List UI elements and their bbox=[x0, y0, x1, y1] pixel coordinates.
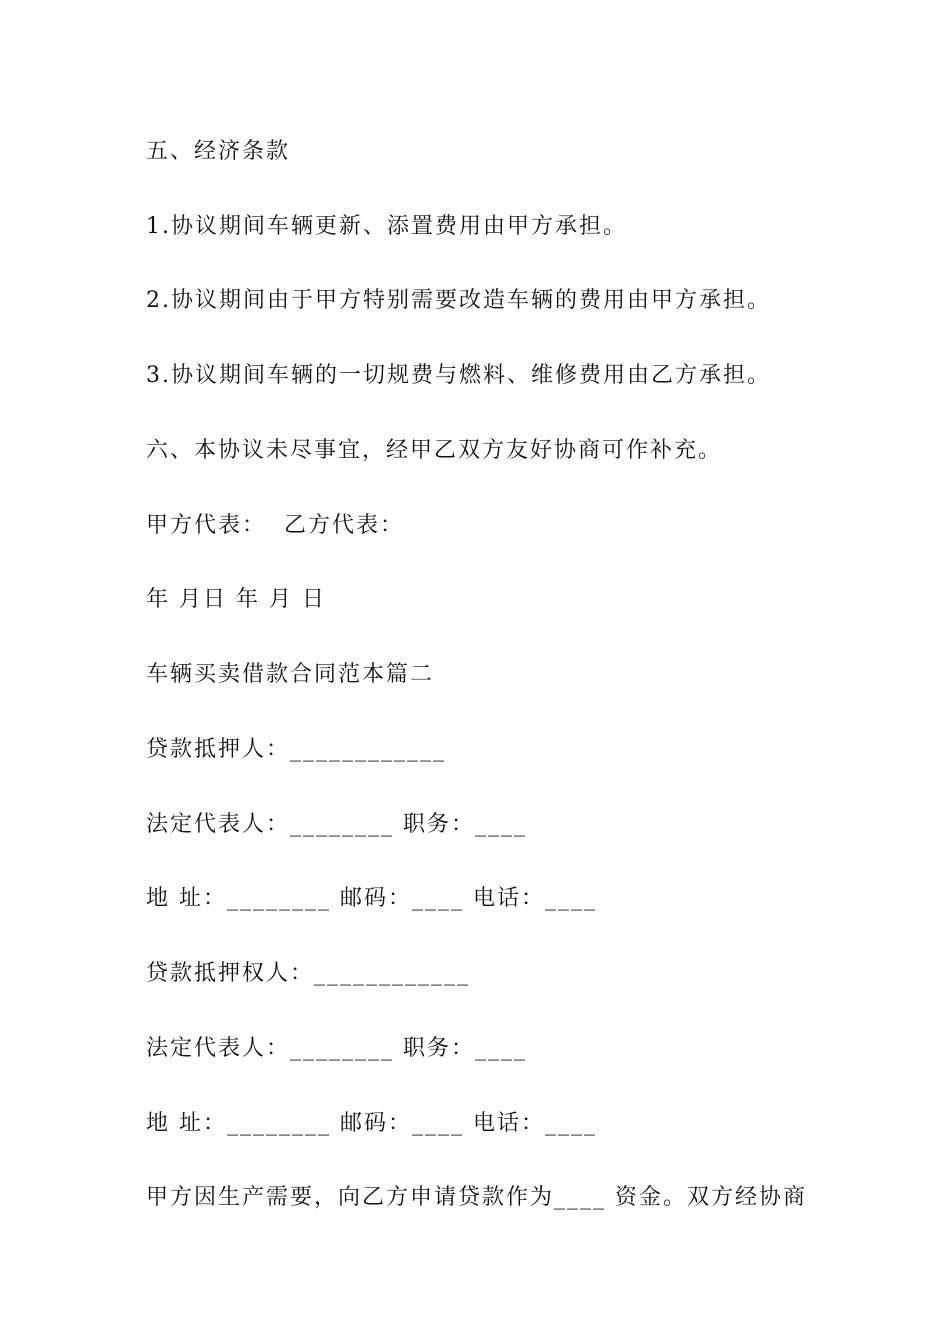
representatives-line: 甲方代表： 乙方代表： bbox=[146, 513, 404, 538]
address-line-2: 地 址：________ 邮码：____ 电话：____ bbox=[146, 1111, 597, 1136]
clause-2: 2.协议期间由于甲方特别需要改造车辆的费用由甲方承担。 bbox=[146, 288, 771, 313]
date-line: 年 月日 年 月 日 bbox=[146, 587, 326, 612]
mortgagor-line: 贷款抵押人：____________ bbox=[146, 737, 447, 762]
legal-rep-line-2: 法定代表人：________ 职务：____ bbox=[146, 1036, 527, 1061]
mortgagee-line: 贷款抵押权人：____________ bbox=[146, 961, 471, 986]
clause-1: 1.协议期间车辆更新、添置费用由甲方承担。 bbox=[146, 214, 627, 239]
loan-purpose-line: 甲方因生产需要，向乙方申请贷款作为____ 资金。双方经协商 bbox=[146, 1185, 807, 1210]
section-heading-supplement: 六、本协议未尽事宜，经甲乙双方友好协商可作补充。 bbox=[146, 438, 723, 463]
clause-3: 3.协议期间车辆的一切规费与燃料、维修费用由乙方承担。 bbox=[146, 363, 771, 388]
contract-title: 车辆买卖借款合同范本篇二 bbox=[146, 662, 435, 687]
section-heading-economic-terms: 五、经济条款 bbox=[146, 139, 291, 164]
address-line-1: 地 址：________ 邮码：____ 电话：____ bbox=[146, 886, 597, 911]
legal-rep-line-1: 法定代表人：________ 职务：____ bbox=[146, 812, 527, 837]
